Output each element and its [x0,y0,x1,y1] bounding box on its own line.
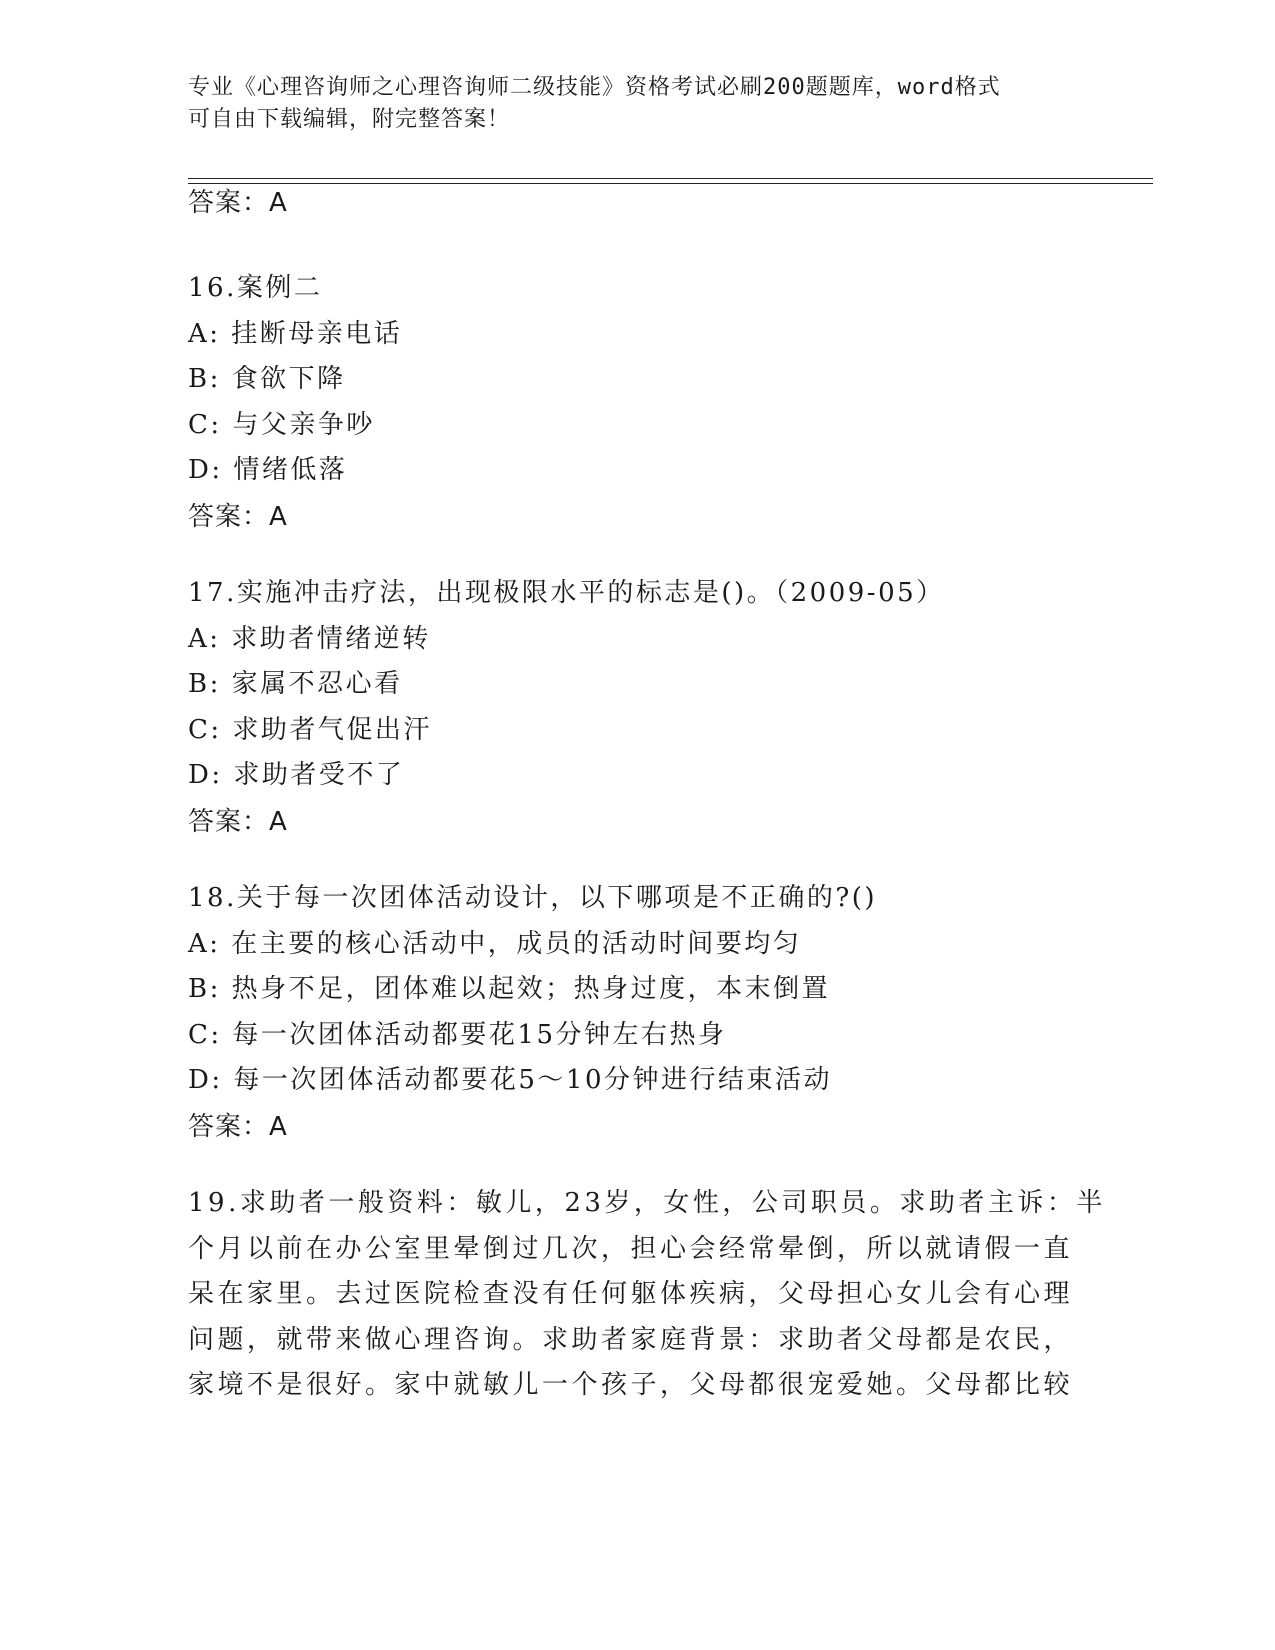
option-c: C: 与父亲争吵 [188,409,375,440]
option-a: A: 求助者情绪逆转 [188,623,431,654]
option-a: A: 在主要的核心活动中，成员的活动时间要均匀 [188,928,802,959]
option-d: D: 每一次团体活动都要花5～10分钟进行结束活动 [188,1065,832,1095]
option-a: A: 挂断母亲电话 [188,318,403,349]
question-title: 16.案例二 [188,273,323,303]
question-19 [188,1181,1106,1409]
paragraph-line: 家境不是很好。家中就敏儿一个孩子，父母都很宠爱她。父母都比较 [188,1370,1074,1400]
answer: 答案：A [188,806,288,837]
option-c: C: 每一次团体活动都要花15分钟左右热身 [188,1019,727,1050]
option-d: D: 求助者受不了 [188,760,405,790]
paragraph-line: 问题，就带来做心理咨询。求助者家庭背景：求助者父母都是农民， [188,1324,1074,1355]
header-line-1: 专业《心理咨询师之心理咨询师二级技能》资格考试必刷200题题库，word格式 [188,75,1001,100]
option-b: B: 家属不忍心看 [188,669,403,699]
header-divider-top [188,178,1153,179]
previous-answer: 答案：A [188,188,288,218]
header-line-2: 可自由下载编辑，附完整答案！ [188,107,511,132]
answer: 答案：A [188,501,288,532]
question-title: 17.实施冲击疗法，出现极限水平的标志是()。（2009-05） [188,578,945,608]
option-c: C: 求助者气促出汗 [188,714,432,745]
option-b: B: 食欲下降 [188,364,346,394]
answer: 答案：A [188,1111,288,1142]
question-title: 18.关于每一次团体活动设计，以下哪项是不正确的?() [188,883,878,913]
document-header [188,72,1088,136]
paragraph-line: 呆在家里。去过医院检查没有任何躯体疾病，父母担心女儿会有心理 [188,1279,1074,1309]
option-d: D: 情绪低落 [188,455,348,485]
paragraph-line: 个月以前在办公室里晕倒过几次，担心会经常晕倒，所以就请假一直 [188,1233,1074,1264]
question-16 [188,266,1088,540]
option-b: B: 热身不足，团体难以起效；热身过度，本末倒置 [188,974,831,1004]
question-17 [188,571,1088,845]
paragraph-line: 19.求助者一般资料：敏儿，23岁，女性，公司职员。求助者主诉：半 [188,1188,1106,1218]
question-18 [188,876,1088,1150]
